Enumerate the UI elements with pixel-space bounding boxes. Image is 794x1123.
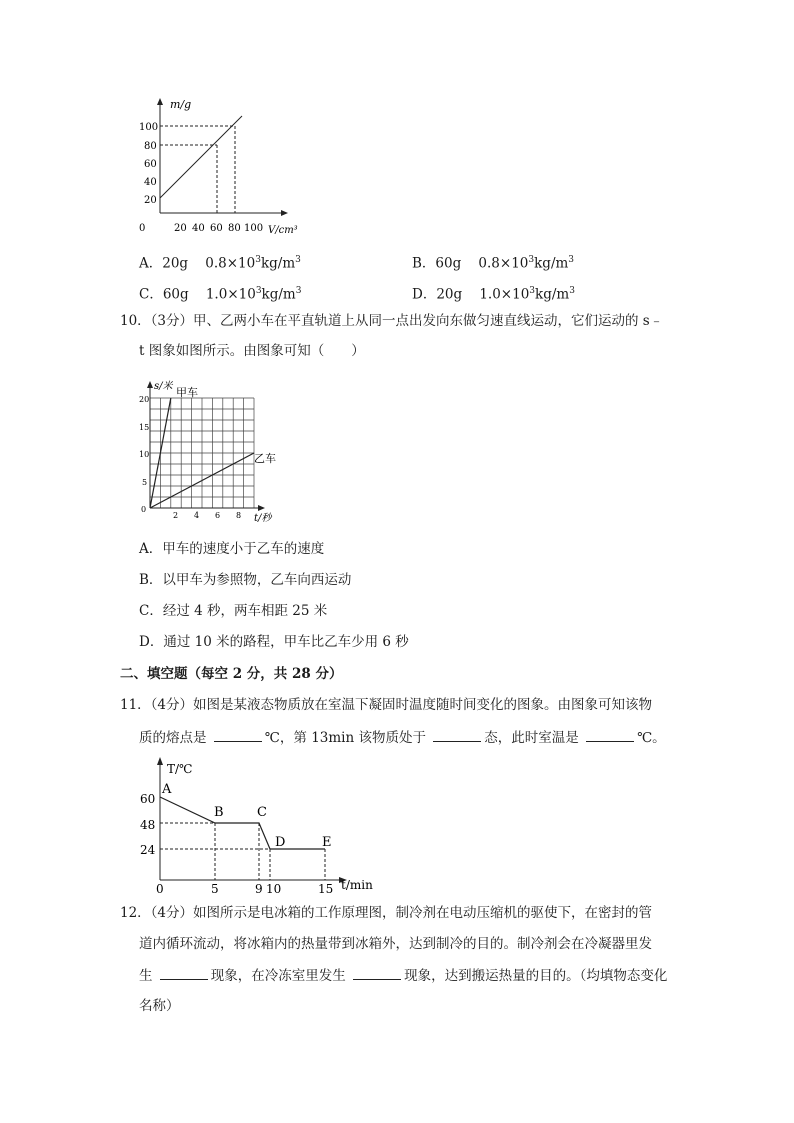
answer-blank-freezer[interactable] [353, 965, 401, 980]
x-tick: 40 [192, 223, 205, 234]
point-a: A [162, 782, 172, 797]
x-tick: 6 [215, 511, 221, 520]
option-a[interactable]: A．20g $0.8\times 10^3kg/m^3$ [139, 255, 301, 272]
y-axis-label: T/℃ [167, 762, 193, 776]
distance-time-graph [138, 376, 288, 524]
y-tick: 40 [144, 177, 157, 188]
y-axis-arrow [157, 757, 163, 765]
mass-volume-graph [130, 95, 298, 240]
q10-option-c[interactable]: C．经过 4 秒，两车相距 25 米 [139, 603, 328, 619]
answer-blank-melting-point[interactable] [214, 727, 262, 742]
q11-stem-line2: 质的熔点是 ℃，第 13min 该物质处于 态，此时室温是 ℃。 [139, 727, 666, 748]
y-tick: 60 [140, 792, 156, 806]
car-yi-label: 乙车 [254, 452, 276, 465]
point-e: E [322, 835, 332, 850]
q12-line4: 名称） [139, 998, 180, 1014]
y-axis-label: m/g [170, 98, 192, 111]
y-tick: 20 [144, 195, 157, 206]
y-tick: 20 [139, 395, 150, 404]
x-tick: 9 [255, 882, 263, 896]
x-tick: 60 [210, 223, 223, 234]
y-tick: 48 [140, 818, 156, 832]
x-tick: 20 [174, 223, 187, 234]
q12-line2: 道内循环流动，将冰箱内的热量带到冰箱外，达到制冷的目的。制冷剂会在冷凝器里发 [139, 936, 652, 952]
q12-line3: 生 现象，在冷冻室里发生 现象，达到搬运热量的目的。（均填物态变化 [139, 965, 667, 986]
y-tick: 15 [139, 423, 150, 432]
grid [150, 398, 254, 508]
x-axis-arrow [281, 210, 288, 216]
q11-stem-line1: 11．（4分）如图是某液态物质放在室温下凝固时温度随时间变化的图象。由图象可知该物 [120, 697, 653, 713]
q12-line1: 12．（4分）如图所示是电冰箱的工作原理图，制冷剂在电动压缩机的驱使下，在密封的管 [120, 905, 653, 921]
point-b: B [214, 805, 224, 820]
y-tick: 80 [144, 141, 157, 152]
x-axis-arrow [258, 505, 265, 511]
mass-volume-line [160, 116, 242, 198]
y-tick: 24 [140, 843, 156, 857]
cooling-curve [160, 797, 325, 849]
x-tick: 80 [228, 223, 241, 234]
option-b[interactable]: B．60g $0.8\times 10^3kg/m^3$ [412, 255, 575, 272]
answer-blank-state[interactable] [433, 727, 481, 742]
point-c: C [257, 805, 267, 820]
point-d: D [275, 835, 286, 850]
x-tick: 0 [156, 882, 164, 896]
q10-option-b[interactable]: B．以甲车为参照物，乙车向西运动 [139, 572, 352, 588]
y-tick: 100 [139, 122, 159, 133]
x-tick: 2 [173, 511, 179, 520]
x-tick: 5 [211, 882, 219, 896]
x-axis-label: t/min [341, 878, 373, 892]
answer-blank-condenser[interactable] [160, 965, 208, 980]
y-tick: 10 [139, 450, 150, 459]
x-tick: 100 [244, 223, 264, 234]
x-tick: 0 [139, 223, 146, 234]
q10-stem-line1: 10．（3分）甲、乙两小车在平直轨道上从同一点出发向东做匀速直线运动，它们运动的 s﹣ [120, 313, 664, 329]
x-axis-label: V/cm³ [268, 225, 298, 236]
section-heading: 二、填空题（每空 2 分，共 28 分） [120, 666, 343, 682]
y-tick: 0 [141, 505, 147, 514]
q10-option-d[interactable]: D．通过 10 米的路程，甲车比乙车少用 6 秒 [139, 634, 409, 650]
car-jia-label: 甲车 [176, 386, 198, 399]
option-d[interactable]: D．20g $1.0\times 10^3kg/m^3$ [412, 286, 575, 303]
y-tick: 5 [142, 478, 148, 487]
answer-blank-room-temp[interactable] [586, 727, 634, 742]
temperature-time-graph [138, 755, 378, 895]
x-tick: 8 [236, 511, 242, 520]
q10-stem-line2: t 图象如图所示。由图象可知（ ） [139, 343, 365, 359]
option-c[interactable]: C．60g $1.0\times 10^3kg/m^3$ [139, 286, 302, 303]
x-tick: 4 [194, 511, 200, 520]
x-axis-label: t/秒 [254, 513, 272, 524]
y-axis-arrow [157, 98, 163, 105]
x-tick: 15 [318, 882, 334, 896]
x-tick: 10 [266, 882, 282, 896]
q10-option-a[interactable]: A．甲车的速度小于乙车的速度 [139, 541, 325, 557]
y-axis-arrow [147, 381, 153, 388]
y-axis-label: s/米 [154, 381, 173, 392]
y-tick: 60 [144, 159, 157, 170]
